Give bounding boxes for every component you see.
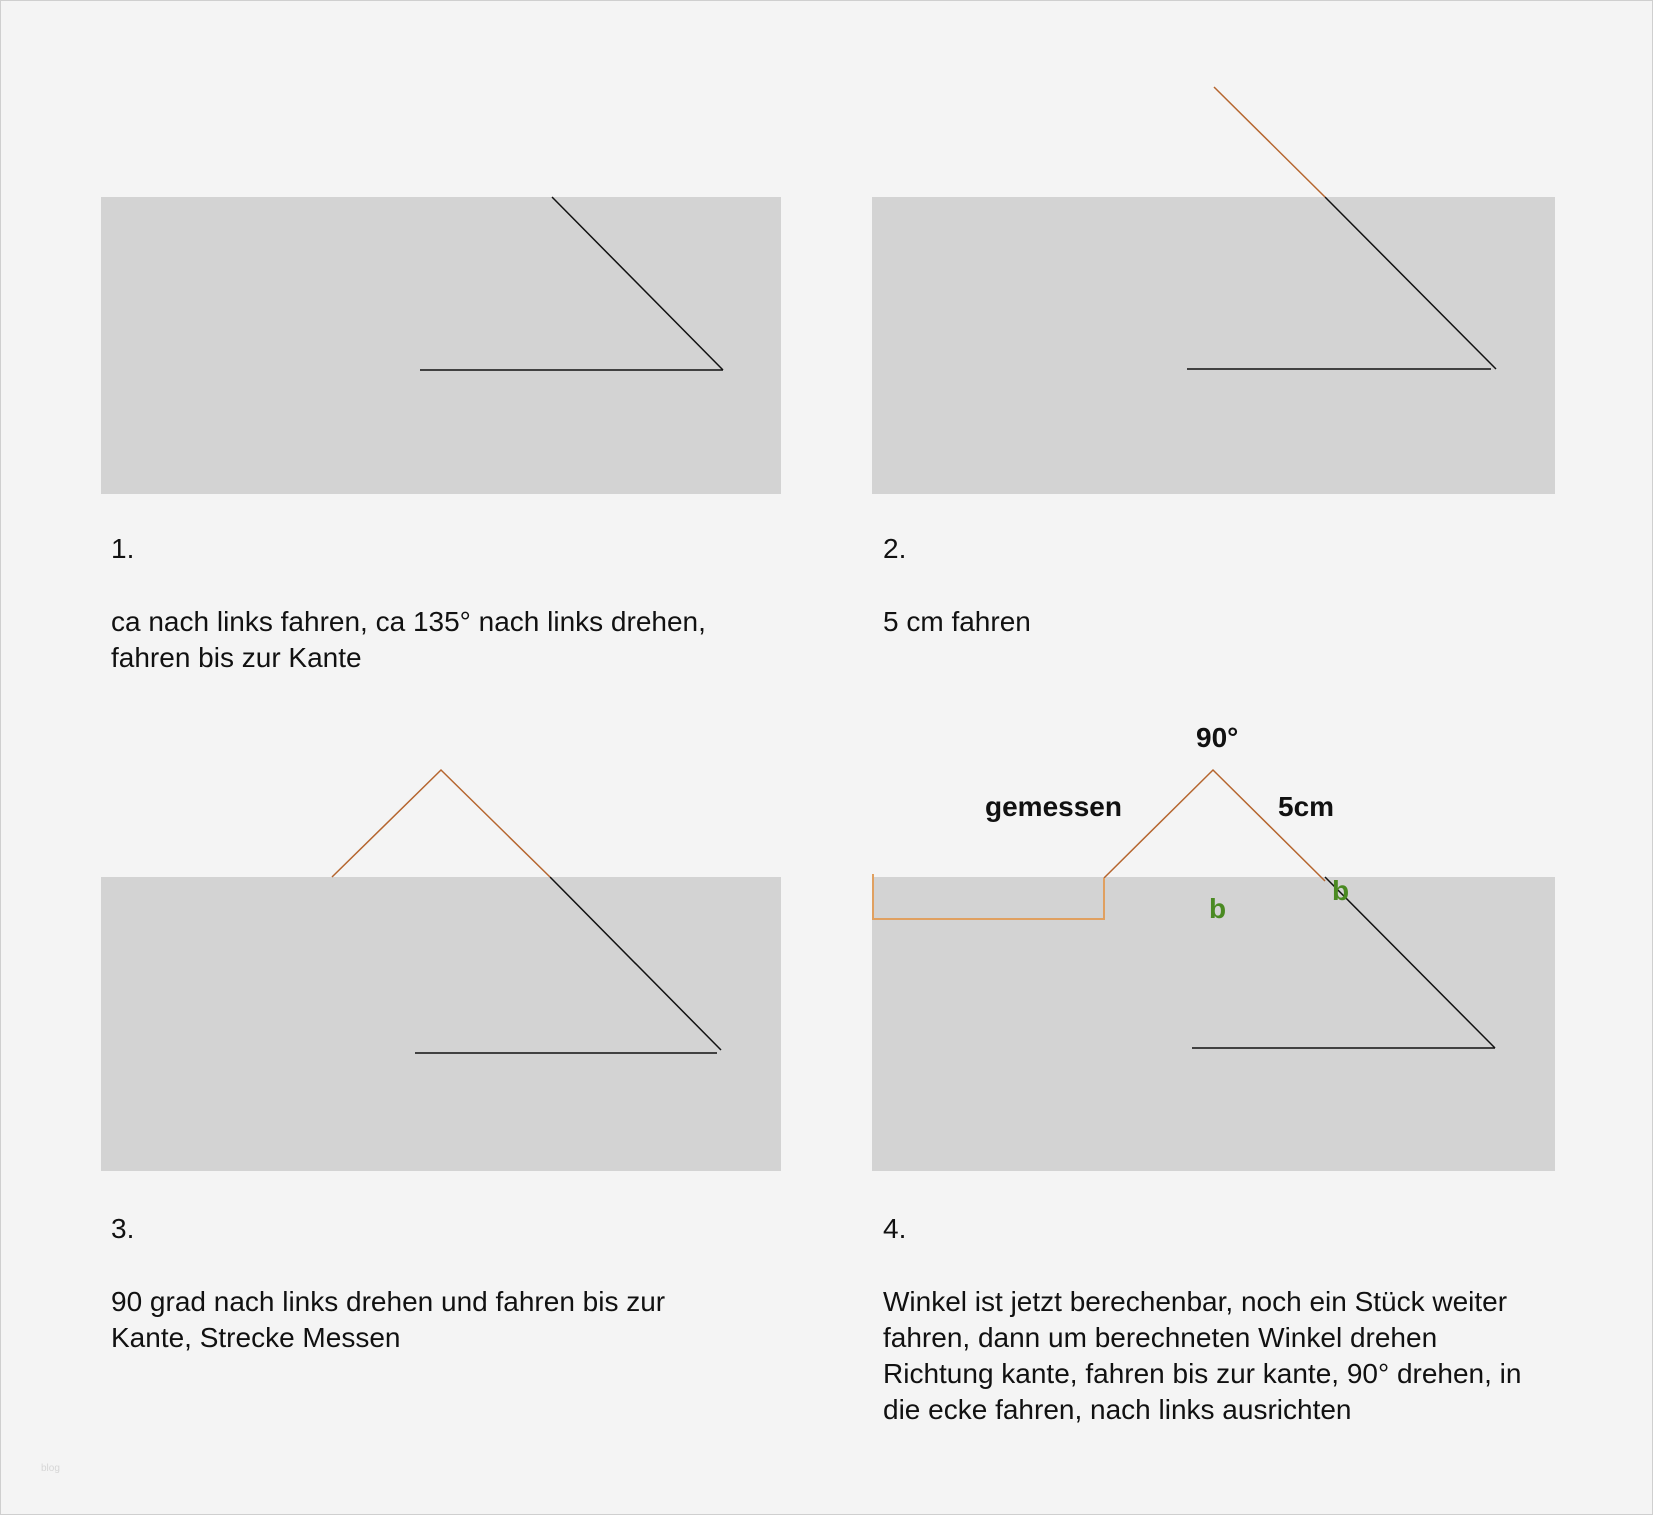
step-2-number: 2. xyxy=(883,533,907,564)
panel-3-diagram xyxy=(101,770,781,1171)
step-1-text: ca nach links fahren, ca 135° nach links drehen, fahren bis zur Kante xyxy=(111,606,706,673)
step-2-text: 5 cm fahren xyxy=(883,606,1031,637)
panel-4-diagram xyxy=(872,770,1555,1171)
b-label-right: b xyxy=(1332,875,1350,906)
path-triangle-3 xyxy=(332,770,550,877)
measured-label: gemessen xyxy=(985,791,1122,822)
angle-label: 90° xyxy=(1196,722,1239,753)
surface-rect-3 xyxy=(101,877,781,1171)
panel-1-diagram xyxy=(101,197,781,494)
surface-rect-2 xyxy=(872,197,1555,494)
step-3-text: 90 grad nach links drehen und fahren bis zur Kante, Strecke Messen xyxy=(111,1286,666,1353)
step-1-number: 1. xyxy=(111,533,135,564)
panel-2-diagram xyxy=(872,87,1555,494)
step-4-text: Winkel ist jetzt berechenbar, noch ein Stück weiter fahren, dann um berechneten Winkel drehen Richtung kante, fahren bis zur kante, 90° drehen, in die ecke fahren, nach links ausrichten xyxy=(883,1286,1522,1425)
surface-rect-1 xyxy=(101,197,781,494)
distance-label: 5cm xyxy=(1278,791,1335,822)
step-3-number: 3. xyxy=(111,1213,135,1244)
b-label-left: b xyxy=(1209,893,1227,924)
watermark: blog xyxy=(41,1463,60,1474)
path-triangle-4 xyxy=(1104,770,1325,881)
step-4-number: 4. xyxy=(883,1213,907,1244)
path-extension-2 xyxy=(1214,87,1325,197)
